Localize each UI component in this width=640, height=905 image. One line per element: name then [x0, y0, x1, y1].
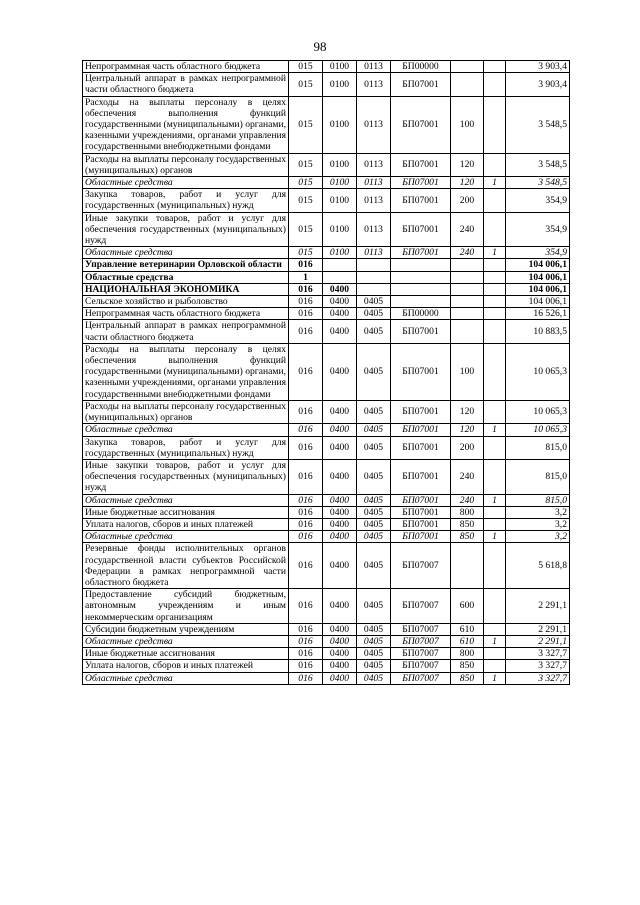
expense-name-cell: Резервные фонды исполнительных органов государственной власти субъектов Российской Федерации в рамках непрограммной части областного бюджета	[83, 543, 289, 589]
target-article-cell: БП07001	[391, 96, 451, 153]
section-code-cell: 0100	[323, 177, 357, 189]
expense-name-cell: Расходы на выплаты персоналу государственных (муниципальных) органов	[83, 153, 289, 176]
expense-type-cell: 800	[451, 506, 484, 518]
amount-cell: 3 548,5	[506, 153, 570, 176]
target-article-cell: БП07001	[391, 531, 451, 543]
target-article-cell: БП07007	[391, 672, 451, 684]
table-row	[83, 247, 570, 259]
expense-name-cell: Расходы на выплаты персоналу государственных (муниципальных) органов	[83, 400, 289, 423]
target-article-cell	[391, 259, 451, 271]
amount-cell: 5 618,8	[506, 543, 570, 589]
expense-type-cell	[451, 296, 484, 308]
admin-code-cell: 016	[289, 672, 323, 684]
amount-cell: 3 548,5	[506, 177, 570, 189]
amount-cell: 815,0	[506, 436, 570, 459]
amount-cell: 2 291,1	[506, 589, 570, 624]
target-article-cell	[391, 271, 451, 283]
expense-type-cell: 850	[451, 672, 484, 684]
admin-code-cell: 016	[289, 494, 323, 506]
admin-code-cell: 016	[289, 518, 323, 530]
amount-cell: 3,2	[506, 506, 570, 518]
admin-code-cell: 016	[289, 320, 323, 343]
expense-name-cell: Закупка товаров, работ и услуг для государственных (муниципальных) нужд	[83, 189, 289, 212]
admin-code-cell: 016	[289, 589, 323, 624]
section-code-cell: 0400	[323, 518, 357, 530]
amount-cell: 10 065,3	[506, 343, 570, 400]
section-code-cell: 0400	[323, 623, 357, 635]
admin-code-cell: 016	[289, 459, 323, 494]
funding-source-cell	[484, 73, 506, 96]
table-row	[83, 623, 570, 635]
expense-type-cell: 610	[451, 623, 484, 635]
section-code-cell: 0100	[323, 212, 357, 247]
admin-code-cell: 016	[289, 424, 323, 436]
page-number: 98	[313, 39, 327, 54]
admin-code-cell: 015	[289, 96, 323, 153]
expense-name-cell: Сельское хозяйство и рыболовство	[83, 296, 289, 308]
subsection-code-cell: 0113	[357, 177, 391, 189]
subsection-code-cell: 0405	[357, 531, 391, 543]
admin-code-cell: 016	[289, 506, 323, 518]
amount-cell: 815,0	[506, 459, 570, 494]
section-code-cell	[323, 271, 357, 283]
section-code-cell: 0100	[323, 73, 357, 96]
section-code-cell: 0100	[323, 247, 357, 259]
amount-cell: 104 006,1	[506, 271, 570, 283]
table-row	[83, 153, 570, 176]
admin-code-cell: 016	[289, 648, 323, 660]
target-article-cell: БП07001	[391, 153, 451, 176]
section-code-cell: 0400	[323, 672, 357, 684]
expense-type-cell: 850	[451, 531, 484, 543]
subsection-code-cell: 0405	[357, 343, 391, 400]
table-row	[83, 459, 570, 494]
table-row	[83, 672, 570, 684]
table-row	[83, 259, 570, 271]
admin-code-cell: 015	[289, 189, 323, 212]
expense-type-cell: 120	[451, 400, 484, 423]
funding-source-cell	[484, 506, 506, 518]
funding-source-cell	[484, 436, 506, 459]
funding-source-cell: 1	[484, 531, 506, 543]
subsection-code-cell: 0113	[357, 73, 391, 96]
expense-name-cell: Центральный аппарат в рамках непрограммной части областного бюджета	[83, 320, 289, 343]
target-article-cell: БП07007	[391, 589, 451, 624]
amount-cell: 3,2	[506, 518, 570, 530]
section-code-cell: 0400	[323, 494, 357, 506]
table-row	[83, 320, 570, 343]
subsection-code-cell: 0113	[357, 212, 391, 247]
target-article-cell: БП07001	[391, 343, 451, 400]
expense-type-cell: 100	[451, 96, 484, 153]
amount-cell: 3,2	[506, 531, 570, 543]
expense-name-cell: Закупка товаров, работ и услуг для государственных (муниципальных) нужд	[83, 436, 289, 459]
expense-name-cell: Предоставление субсидий бюджетным, автономным учреждениям и иным некоммерческим организациям	[83, 589, 289, 624]
expense-name-cell: Управление ветеринарии Орловской области	[83, 259, 289, 271]
admin-code-cell: 015	[289, 153, 323, 176]
amount-cell: 104 006,1	[506, 259, 570, 271]
amount-cell: 3 327,7	[506, 672, 570, 684]
amount-cell: 104 006,1	[506, 283, 570, 295]
funding-source-cell	[484, 343, 506, 400]
funding-source-cell: 1	[484, 247, 506, 259]
target-article-cell: БП07007	[391, 543, 451, 589]
funding-source-cell	[484, 589, 506, 624]
subsection-code-cell: 0113	[357, 189, 391, 212]
target-article-cell: БП07001	[391, 212, 451, 247]
target-article-cell	[391, 296, 451, 308]
target-article-cell: БП07001	[391, 400, 451, 423]
amount-cell: 3 327,7	[506, 648, 570, 660]
expense-name-cell: Областные средства	[83, 531, 289, 543]
expense-type-cell: 850	[451, 518, 484, 530]
expense-name-cell: Уплата налогов, сборов и иных платежей	[83, 518, 289, 530]
target-article-cell: БП07001	[391, 189, 451, 212]
table-row	[83, 648, 570, 660]
funding-source-cell: 1	[484, 494, 506, 506]
funding-source-cell	[484, 518, 506, 530]
amount-cell: 3 903,4	[506, 73, 570, 96]
target-article-cell	[391, 283, 451, 295]
amount-cell: 815,0	[506, 494, 570, 506]
expense-type-cell: 120	[451, 153, 484, 176]
table-row	[83, 308, 570, 320]
subsection-code-cell: 0405	[357, 494, 391, 506]
table-row	[83, 424, 570, 436]
section-code-cell: 0400	[323, 648, 357, 660]
target-article-cell: БП07001	[391, 73, 451, 96]
table-body	[83, 61, 570, 685]
section-code-cell: 0400	[323, 436, 357, 459]
table-row	[83, 96, 570, 153]
expense-name-cell: Областные средства	[83, 635, 289, 647]
target-article-cell: БП07001	[391, 518, 451, 530]
funding-source-cell	[484, 189, 506, 212]
amount-cell: 10 883,5	[506, 320, 570, 343]
expense-name-cell: Расходы на выплаты персоналу в целях обеспечения выполнения функций государственными (муниципальными) органами, казенными учреждениями, органами управления государственными внебюджетными фондами	[83, 343, 289, 400]
section-code-cell: 0400	[323, 531, 357, 543]
subsection-code-cell: 0113	[357, 153, 391, 176]
admin-code-cell: 016	[289, 635, 323, 647]
amount-cell: 16 526,1	[506, 308, 570, 320]
funding-source-cell: 1	[484, 177, 506, 189]
expense-type-cell: 610	[451, 635, 484, 647]
subsection-code-cell	[357, 283, 391, 295]
admin-code-cell: 016	[289, 283, 323, 295]
table-row	[83, 271, 570, 283]
subsection-code-cell: 0405	[357, 660, 391, 672]
section-code-cell: 0400	[323, 543, 357, 589]
admin-code-cell: 016	[289, 531, 323, 543]
subsection-code-cell: 0405	[357, 589, 391, 624]
section-code-cell: 0400	[323, 635, 357, 647]
funding-source-cell	[484, 543, 506, 589]
table-row	[83, 73, 570, 96]
expense-type-cell	[451, 320, 484, 343]
expense-name-cell: Иные бюджетные ассигнования	[83, 648, 289, 660]
admin-code-cell: 016	[289, 623, 323, 635]
section-code-cell: 0400	[323, 660, 357, 672]
subsection-code-cell: 0405	[357, 543, 391, 589]
expense-name-cell: Иные закупки товаров, работ и услуг для обеспечения государственных (муниципальных) нужд	[83, 212, 289, 247]
expense-name-cell: Расходы на выплаты персоналу в целях обеспечения выполнения функций государственными (муниципальными) органами, казенными учреждениями, органами управления государственными внебюджетными фондами	[83, 96, 289, 153]
table-row	[83, 296, 570, 308]
amount-cell: 354,9	[506, 247, 570, 259]
target-article-cell: БП07001	[391, 459, 451, 494]
target-article-cell: БП07001	[391, 320, 451, 343]
expense-type-cell: 100	[451, 343, 484, 400]
admin-code-cell: 016	[289, 296, 323, 308]
admin-code-cell: 016	[289, 400, 323, 423]
section-code-cell: 0400	[323, 506, 357, 518]
admin-code-cell: 015	[289, 247, 323, 259]
funding-source-cell	[484, 283, 506, 295]
expense-type-cell: 600	[451, 589, 484, 624]
funding-source-cell	[484, 660, 506, 672]
expense-name-cell: Центральный аппарат в рамках непрограммной части областного бюджета	[83, 73, 289, 96]
funding-source-cell	[484, 308, 506, 320]
subsection-code-cell: 0405	[357, 308, 391, 320]
subsection-code-cell: 0405	[357, 648, 391, 660]
admin-code-cell: 1	[289, 271, 323, 283]
section-code-cell: 0400	[323, 296, 357, 308]
expense-name-cell: Областные средства	[83, 247, 289, 259]
funding-source-cell	[484, 648, 506, 660]
amount-cell: 354,9	[506, 189, 570, 212]
subsection-code-cell: 0405	[357, 672, 391, 684]
table-row	[83, 212, 570, 247]
section-code-cell: 0400	[323, 283, 357, 295]
amount-cell: 2 291,1	[506, 623, 570, 635]
expense-type-cell	[451, 61, 484, 73]
budget-table	[82, 60, 570, 685]
funding-source-cell	[484, 271, 506, 283]
target-article-cell: БП07001	[391, 247, 451, 259]
table-row	[83, 61, 570, 73]
expense-type-cell	[451, 283, 484, 295]
expense-type-cell: 240	[451, 459, 484, 494]
subsection-code-cell	[357, 259, 391, 271]
admin-code-cell: 016	[289, 259, 323, 271]
expense-name-cell: Иные закупки товаров, работ и услуг для обеспечения государственных (муниципальных) нужд	[83, 459, 289, 494]
amount-cell: 104 006,1	[506, 296, 570, 308]
table-row	[83, 543, 570, 589]
target-article-cell: БП07001	[391, 506, 451, 518]
section-code-cell: 0400	[323, 308, 357, 320]
target-article-cell: БП07001	[391, 436, 451, 459]
target-article-cell: БП07007	[391, 635, 451, 647]
expense-type-cell: 240	[451, 247, 484, 259]
table-row	[83, 343, 570, 400]
target-article-cell: БП00000	[391, 308, 451, 320]
target-article-cell: БП07001	[391, 177, 451, 189]
subsection-code-cell: 0405	[357, 424, 391, 436]
subsection-code-cell: 0405	[357, 506, 391, 518]
funding-source-cell: 1	[484, 672, 506, 684]
expense-name-cell: Областные средства	[83, 494, 289, 506]
funding-source-cell	[484, 400, 506, 423]
expense-type-cell	[451, 73, 484, 96]
section-code-cell: 0400	[323, 343, 357, 400]
expense-name-cell: Непрограммная часть областного бюджета	[83, 308, 289, 320]
table-row	[83, 189, 570, 212]
funding-source-cell	[484, 459, 506, 494]
expense-name-cell: Субсидии бюджетным учреждениям	[83, 623, 289, 635]
funding-source-cell	[484, 153, 506, 176]
table-row	[83, 518, 570, 530]
subsection-code-cell: 0405	[357, 518, 391, 530]
section-code-cell: 0400	[323, 459, 357, 494]
expense-name-cell: Областные средства	[83, 177, 289, 189]
expense-name-cell: Уплата налогов, сборов и иных платежей	[83, 660, 289, 672]
subsection-code-cell: 0113	[357, 96, 391, 153]
expense-type-cell: 200	[451, 189, 484, 212]
subsection-code-cell: 0405	[357, 459, 391, 494]
expense-name-cell: Областные средства	[83, 271, 289, 283]
table-row	[83, 283, 570, 295]
target-article-cell: БП07001	[391, 494, 451, 506]
expense-name-cell: Иные бюджетные ассигнования	[83, 506, 289, 518]
subsection-code-cell: 0405	[357, 623, 391, 635]
expense-type-cell	[451, 271, 484, 283]
table-row	[83, 589, 570, 624]
section-code-cell	[323, 259, 357, 271]
amount-cell: 10 065,3	[506, 424, 570, 436]
expense-type-cell: 120	[451, 424, 484, 436]
subsection-code-cell: 0405	[357, 436, 391, 459]
admin-code-cell: 016	[289, 543, 323, 589]
admin-code-cell: 015	[289, 61, 323, 73]
funding-source-cell	[484, 96, 506, 153]
expense-type-cell: 120	[451, 177, 484, 189]
target-article-cell: БП07007	[391, 648, 451, 660]
admin-code-cell: 015	[289, 73, 323, 96]
expense-name-cell: НАЦИОНАЛЬНАЯ ЭКОНОМИКА	[83, 283, 289, 295]
expense-type-cell: 800	[451, 648, 484, 660]
expense-type-cell: 240	[451, 494, 484, 506]
target-article-cell: БП07007	[391, 660, 451, 672]
table-row	[83, 177, 570, 189]
funding-source-cell	[484, 61, 506, 73]
funding-source-cell	[484, 623, 506, 635]
table-row	[83, 400, 570, 423]
expense-type-cell: 240	[451, 212, 484, 247]
table-row	[83, 494, 570, 506]
admin-code-cell: 016	[289, 308, 323, 320]
admin-code-cell: 016	[289, 343, 323, 400]
target-article-cell: БП07001	[391, 424, 451, 436]
table-row	[83, 660, 570, 672]
target-article-cell: БП00000	[391, 61, 451, 73]
subsection-code-cell: 0405	[357, 296, 391, 308]
table-row	[83, 506, 570, 518]
table-row	[83, 531, 570, 543]
expense-type-cell: 200	[451, 436, 484, 459]
section-code-cell: 0400	[323, 320, 357, 343]
expense-name-cell: Областные средства	[83, 672, 289, 684]
section-code-cell: 0100	[323, 96, 357, 153]
amount-cell: 3 327,7	[506, 660, 570, 672]
section-code-cell: 0400	[323, 424, 357, 436]
subsection-code-cell	[357, 271, 391, 283]
funding-source-cell	[484, 259, 506, 271]
expense-type-cell	[451, 308, 484, 320]
expense-type-cell	[451, 259, 484, 271]
amount-cell: 3 548,5	[506, 96, 570, 153]
funding-source-cell: 1	[484, 424, 506, 436]
table-row	[83, 436, 570, 459]
section-code-cell: 0400	[323, 400, 357, 423]
subsection-code-cell: 0405	[357, 635, 391, 647]
admin-code-cell: 015	[289, 212, 323, 247]
subsection-code-cell: 0405	[357, 400, 391, 423]
expense-type-cell	[451, 543, 484, 589]
target-article-cell: БП07007	[391, 623, 451, 635]
funding-source-cell	[484, 296, 506, 308]
amount-cell: 2 291,1	[506, 635, 570, 647]
table-row	[83, 635, 570, 647]
section-code-cell: 0400	[323, 589, 357, 624]
admin-code-cell: 015	[289, 177, 323, 189]
subsection-code-cell: 0405	[357, 320, 391, 343]
amount-cell: 10 065,3	[506, 400, 570, 423]
funding-source-cell	[484, 212, 506, 247]
expense-name-cell: Областные средства	[83, 424, 289, 436]
section-code-cell: 0100	[323, 189, 357, 212]
admin-code-cell: 016	[289, 660, 323, 672]
expense-type-cell: 850	[451, 660, 484, 672]
amount-cell: 354,9	[506, 212, 570, 247]
funding-source-cell	[484, 320, 506, 343]
subsection-code-cell: 0113	[357, 247, 391, 259]
section-code-cell: 0100	[323, 61, 357, 73]
funding-source-cell: 1	[484, 635, 506, 647]
amount-cell: 3 903,4	[506, 61, 570, 73]
expense-name-cell: Непрограммная часть областного бюджета	[83, 61, 289, 73]
subsection-code-cell: 0113	[357, 61, 391, 73]
section-code-cell: 0100	[323, 153, 357, 176]
admin-code-cell: 016	[289, 436, 323, 459]
